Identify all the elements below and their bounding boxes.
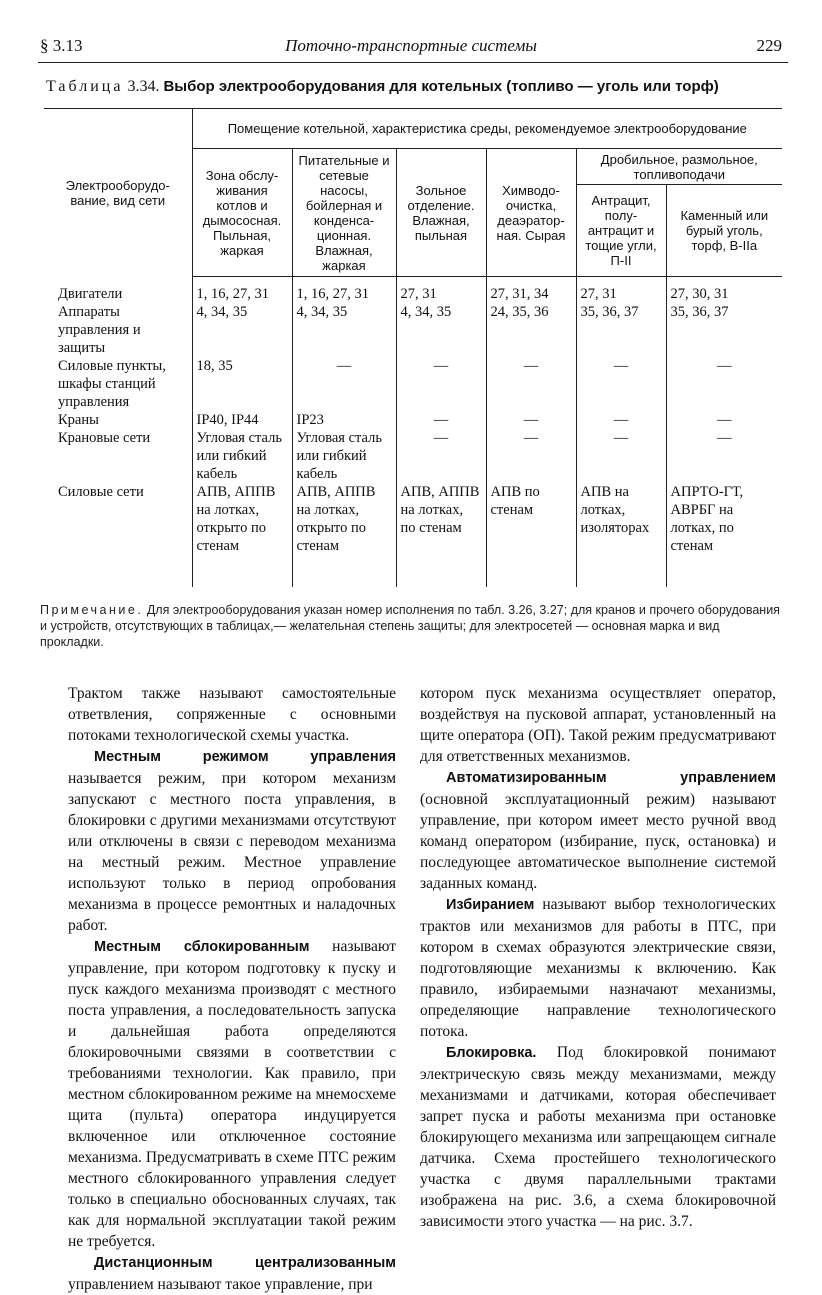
paragraph-text: Под блокировкой понимают электрическую связь между механизмами, между механизмами и датчиками, которая обеспечивает запрет пуска и работы механизма при остановке блокирующего механизма или запрещающем сигнале датчика. Схема простейшего технологического участка с двумя параллельными трактами изображена на рис. 3.6, а схема блокировочной зависимости этого участка — на рис. 3.7.	[420, 1044, 776, 1230]
table-cell: IP40, IP44	[192, 411, 292, 429]
table-caption	[46, 78, 786, 96]
table-cell: —	[486, 429, 576, 483]
term: Местным сблокированным	[94, 939, 310, 955]
table-cell: 1, 16, 27, 31	[292, 285, 396, 303]
table-cell: 35, 36, 37	[576, 303, 666, 357]
paragraph-text: (основной эксплуатационный режим) называют управление, при котором имеет место ручной ввод команд оператором (избирание, пуск, остановка) и последующее автоматическое выполнение системой заданных команд.	[420, 791, 776, 892]
equipment-table	[44, 108, 782, 587]
term: Автоматизированным управлением	[446, 770, 776, 786]
header-col-anthracite: Антрацит, полу-антрацит и тощие угли, П-II	[576, 185, 666, 277]
row-label: Крановые сети	[44, 429, 192, 483]
table-row	[44, 285, 782, 303]
row-label: Двигатели	[44, 285, 192, 303]
table-row	[44, 357, 782, 411]
table-row	[44, 303, 782, 357]
table-cell: 4, 34, 35	[292, 303, 396, 357]
page-number: 229	[756, 36, 782, 55]
table-cell: Угловая сталь или гибкий кабель	[192, 429, 292, 483]
header-rule	[38, 62, 788, 63]
table-cell: АПВ, АППВ на лотках, по стенам	[396, 483, 486, 587]
row-label: Силовые пункты, шкафы станций управления	[44, 357, 192, 411]
table-cell: 27, 31	[396, 285, 486, 303]
header-col-ash: Зольное отделение. Влажная, пыльная	[396, 149, 486, 277]
table-cell: 4, 34, 35	[192, 303, 292, 357]
row-label: Силовые сети	[44, 483, 192, 587]
table-cell: —	[486, 357, 576, 411]
paragraph: котором пуск механизма осуществляет оператор, воздействуя на пусковой аппарат, установленный на щите оператора (ОП). Такой режим предусматривают для ответственных механизмов.	[420, 685, 776, 765]
paragraph	[420, 767, 776, 894]
table-cell: —	[717, 357, 732, 374]
body-right-column	[420, 683, 776, 1232]
running-header	[40, 36, 782, 60]
running-title: Поточно-транспортные системы	[285, 36, 537, 55]
table-cell: 35, 36, 37	[670, 303, 729, 320]
table-cell: —	[576, 429, 666, 483]
table-cell: 18, 35	[192, 357, 292, 411]
header-col-boiler-zone: Зона обслу-живания котлов и дымососная. Пыльная, жаркая	[192, 149, 292, 277]
table-cell: IP23	[292, 411, 396, 429]
section-number: § 3.13	[40, 36, 83, 55]
table-cell: —	[576, 411, 666, 429]
caption-label: Таблица	[46, 78, 124, 95]
table-cell: —	[576, 357, 666, 411]
table-cell: —	[717, 429, 732, 446]
table-row	[44, 429, 782, 483]
table-cell: АПВ на лотках, изоляторах	[576, 483, 666, 587]
paragraph-text: называют выбор технологических трактов или механизмов для работы в ПТС, при котором в схемах образуются электрические связи, подготовляющие механизмы к включению. Как правило, избираемыми назначают механизмы, определяющие направление технологического потока.	[420, 896, 776, 1040]
table-row	[44, 483, 782, 587]
table-note	[40, 602, 786, 650]
table-cell: Угловая сталь или гибкий кабель	[292, 429, 396, 483]
header-col-pumps: Питательные и сетевые насосы, бойлерная и конденса-ционная. Влажная, жаркая	[292, 149, 396, 277]
table-cell: 27, 30, 31	[670, 285, 729, 302]
paragraph	[68, 746, 396, 936]
table-cell: 4, 34, 35	[396, 303, 486, 357]
table-cell: 24, 35, 36	[486, 303, 576, 357]
header-col-coal-peat: Каменный или бурый уголь, торф, В-IIа	[666, 185, 782, 277]
paragraph-text: называется режим, при котором механизм запускают с местного поста управления, в блокировки с другими механизмами отсутствуют или отключены в связи с переводом механизма на местный режим. Местное управление используют только в период опробования механизма в процессе ремонтных и наладочных работ.	[68, 770, 396, 934]
table-cell: —	[486, 411, 576, 429]
paragraph-text: называют управление, при котором подготовку к пуску и пуск каждого механизма производят с местного поста управления, а последовательность запуска и дальнейшая работа определяются блокировочными связями в соответствии с требованиями технологии. Как правило, при местном сблокированном режиме на мнемосхеме щита (пульта) оператора индуцируется включенное или отключенное состояние механизма. Предусматривать в схеме ПТС режим местного сблокированного управления следует только в специально обоснованных случаях, так как для нормальной эксплуатации такой режим не требуется.	[68, 938, 397, 1250]
paragraph	[420, 894, 776, 1042]
table-cell: АПРТО-ГТ, АВРБГ на лотках, по стенам	[670, 483, 744, 554]
table-cell: —	[396, 411, 486, 429]
table-cell: АПВ по стенам	[486, 483, 576, 587]
row-label: Краны	[44, 411, 192, 429]
table-cell: 1, 16, 27, 31	[192, 285, 292, 303]
note-text: Для электрооборудования указан номер исполнения по табл. 3.26, 3.27; для кранов и прочего оборудования и устройств, отсутствующих в таблицах,— желательная степень защиты; для электросетей — основная марка и вид прокладки.	[40, 603, 780, 649]
header-crushing-group: Дробильное, размольное, топливоподачи	[576, 149, 782, 185]
row-label: Аппараты управления и защиты	[44, 303, 192, 357]
caption-number: 3.34.	[127, 78, 160, 95]
term: Избиранием	[446, 897, 535, 913]
term: Местным режимом управления	[94, 749, 396, 765]
note-label: Примечание.	[40, 603, 144, 617]
table-row	[44, 411, 782, 429]
caption-title: Выбор электрооборудования для котельных (топливо — уголь или торф)	[163, 78, 719, 95]
table-cell: 27, 31, 34	[486, 285, 576, 303]
paragraph	[68, 1252, 396, 1295]
paragraph	[68, 936, 396, 1252]
table-cell: —	[717, 411, 732, 428]
table-cell: 27, 31	[576, 285, 666, 303]
term: Блокировка.	[446, 1045, 537, 1061]
term: Дистанционным централизованным	[94, 1255, 396, 1271]
table-cell: —	[396, 357, 486, 411]
table-cell: АПВ, АППВ на лотках, открыто по стенам	[292, 483, 396, 587]
paragraph-text: управлением называют такое управление, при	[68, 1276, 373, 1293]
header-equipment: Электрооборудо-вание, вид сети	[44, 109, 192, 277]
table-cell: —	[396, 429, 486, 483]
paragraph: Трактом также называют самостоятельные ответвления, сопряженные с основными потоками технологической схемы участка.	[68, 685, 396, 744]
table-cell: —	[292, 357, 396, 411]
header-room-group: Помещение котельной, характеристика среды, рекомендуемое электрооборудование	[192, 109, 782, 149]
paragraph	[420, 1042, 776, 1232]
body-left-column	[68, 683, 396, 1295]
table-cell: АПВ, АППВ на лотках, открыто по стенам	[192, 483, 292, 587]
header-col-water: Химводо-очистка, деаэратор-ная. Сырая	[486, 149, 576, 277]
